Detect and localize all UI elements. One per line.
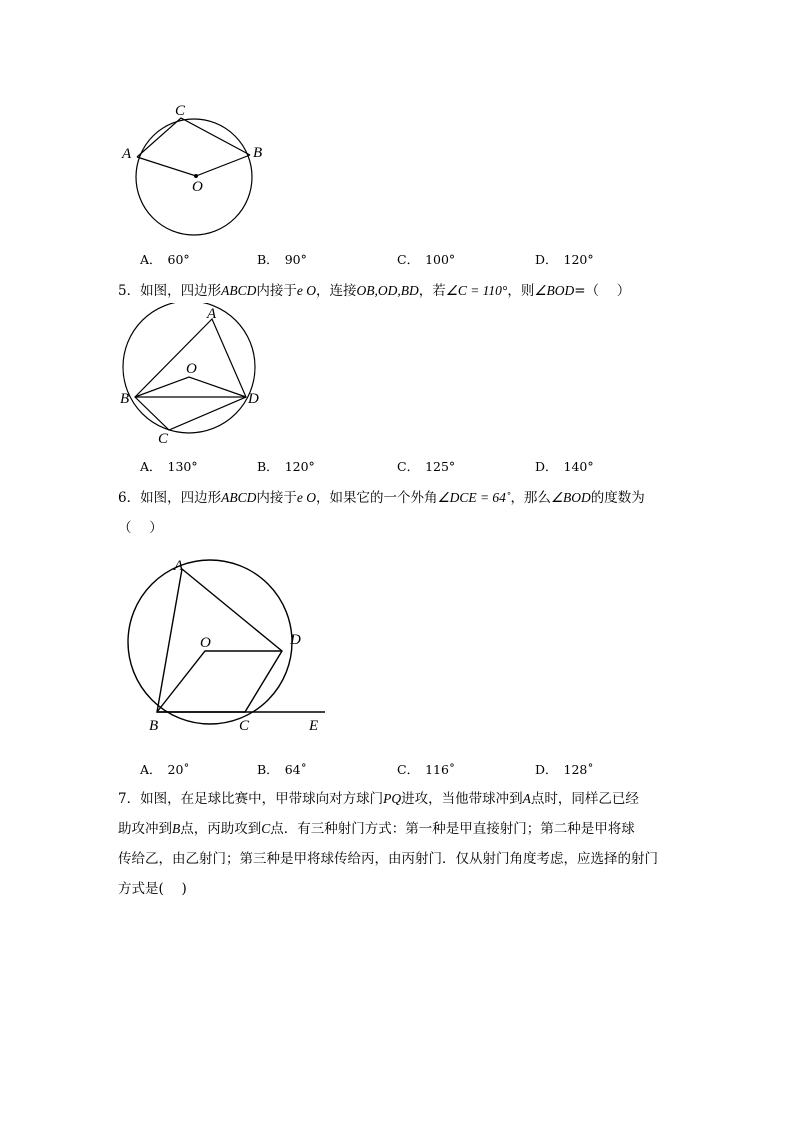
q5-options (140, 457, 740, 477)
q5-label-b: B (120, 391, 130, 407)
q5-label-a: A (207, 306, 217, 322)
q4-option-a[interactable]: A． 60° (140, 252, 190, 267)
q6-circle-figure (115, 552, 335, 737)
q7-stem-line3: 传给乙，由乙射门；第三种是甲将球传给丙，由丙射门．仅从射门角度考虑，应选择的射门 (118, 851, 658, 867)
q4-chord-path (137, 118, 250, 157)
q6-option-a[interactable]: A． 20˚ (140, 762, 190, 777)
q6-options (140, 760, 740, 780)
q4-label-o: O (192, 179, 203, 195)
q6-quadrilateral (157, 569, 282, 712)
q4-label-c: C (175, 103, 186, 119)
q4-circle (136, 119, 252, 235)
q5-option-a[interactable]: A． 130° (140, 459, 198, 474)
q6-label-c: C (239, 718, 250, 734)
q4-option-c[interactable]: C． 100° (397, 252, 456, 267)
q5-label-o: O (186, 361, 197, 377)
q6-label-b: B (149, 718, 159, 734)
q7-stem (118, 784, 688, 904)
q4-center-dot (194, 174, 198, 178)
q5-stem: 5．如图，四边形ABCD内接于e O，连接OB,OD,BD，若∠C = 110°，则∠BOD=（ ） (118, 283, 631, 299)
q5-option-d[interactable]: D． 140° (535, 459, 594, 474)
q6-option-c[interactable]: C． 116˚ (397, 762, 456, 777)
q4-option-d[interactable]: D． 120° (535, 252, 594, 267)
q6-label-a: A (174, 558, 184, 574)
q7-stem-line2: 助攻冲到B点，丙助攻到C点．有三种射门方式：第一种是甲直接射门；第二种是甲将球 (118, 821, 635, 837)
q4-radii (137, 155, 250, 176)
q6-option-d[interactable]: D． 128˚ (535, 762, 594, 777)
q6-stem-line1: 6．如图，四边形ABCD内接于e O，如果它的一个外角∠DCE = 64˚，那么∠BOD的度数为 (118, 490, 645, 506)
q5-option-b[interactable]: B． 120° (257, 459, 315, 474)
q4-option-b[interactable]: B． 90° (257, 252, 307, 267)
q5-option-c[interactable]: C． 125° (397, 459, 456, 474)
q5-circle-figure (115, 303, 275, 453)
q6-label-d: D (290, 632, 301, 648)
q4-circle-figure (115, 100, 275, 240)
q4-label-a: A (122, 146, 132, 162)
q6-label-o: O (200, 635, 211, 651)
q5-label-c: C (158, 431, 169, 447)
q4-label-b: B (253, 145, 263, 161)
q4-options (140, 250, 740, 270)
q6-stem (118, 483, 688, 543)
q7-stem-line4: 方式是( ) (118, 881, 187, 897)
q5-label-d: D (248, 391, 259, 407)
q7-stem-line1: 7．如图，在足球比赛中，甲带球向对方球门PQ进攻，当他带球冲到A点时，同样乙已经 (118, 791, 639, 807)
q6-label-e: E (309, 718, 319, 734)
q6-stem-line2: （ ） (118, 520, 163, 536)
q6-option-b[interactable]: B． 64˚ (257, 762, 307, 777)
